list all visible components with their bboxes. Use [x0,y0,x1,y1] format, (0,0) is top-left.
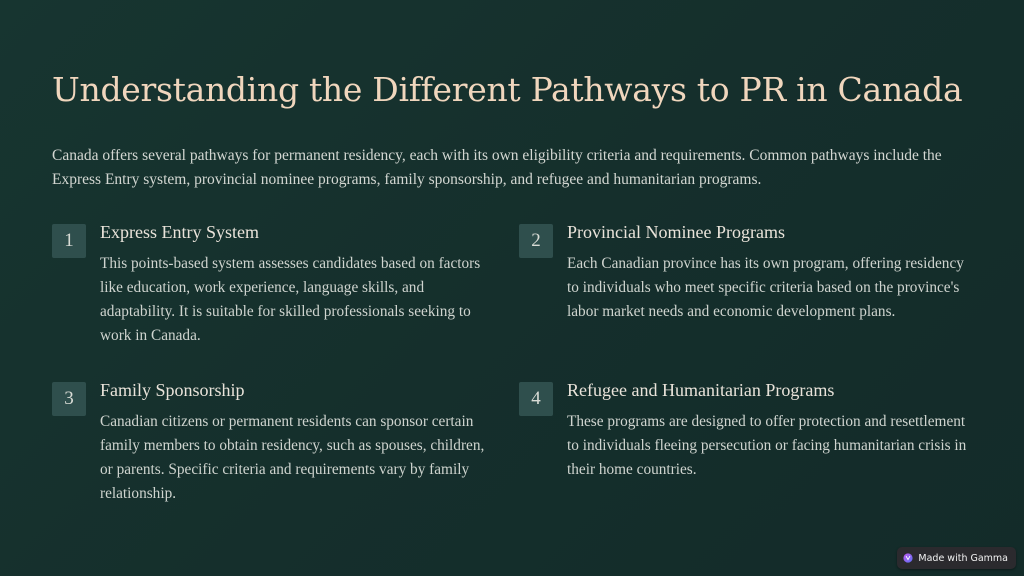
pathway-description-2: Each Canadian province has its own program, offering residency to individuals who meet specific criteria based on the province's labor market needs and economic development plans. [567,255,964,320]
gamma-logo-icon [903,553,913,563]
pathway-title-2: Provincial Nominee Programs [567,222,785,242]
step-number-3: 3 [52,382,86,416]
step-number-2: 2 [519,224,553,258]
pathway-title-3: Family Sponsorship [100,380,245,400]
page-title: Understanding the Different Pathways to PR in Canada [52,70,963,109]
pathway-description-4: These programs are designed to offer protection and resettlement to individuals fleeing persecution or facing humanitarian crisis in their home countries. [567,413,967,478]
pathway-description-1: This points-based system assesses candidates based on factors like education, work experience, language skills, and adaptability. It is suitable for skilled professionals seeking to work in Canada. [100,255,481,344]
intro-paragraph: Canada offers several pathways for permanent residency, each with its own eligibility criteria and requirements. Common pathways include the Express Entry system, provincial nominee programs, family sponsorship, and refugee and humanitarian programs. [52,147,942,188]
step-number-1: 1 [52,224,86,258]
pathway-title-4: Refugee and Humanitarian Programs [567,380,835,400]
made-with-gamma-badge[interactable] [897,547,1016,569]
badge-label: Made with Gamma [918,552,1008,564]
pathway-description-3: Canadian citizens or permanent residents can sponsor certain family members to obtain residency, such as spouses, children, or parents. Specific criteria and requirements vary by family relationship. [100,413,485,502]
step-number-4: 4 [519,382,553,416]
pathway-title-1: Express Entry System [100,222,259,242]
